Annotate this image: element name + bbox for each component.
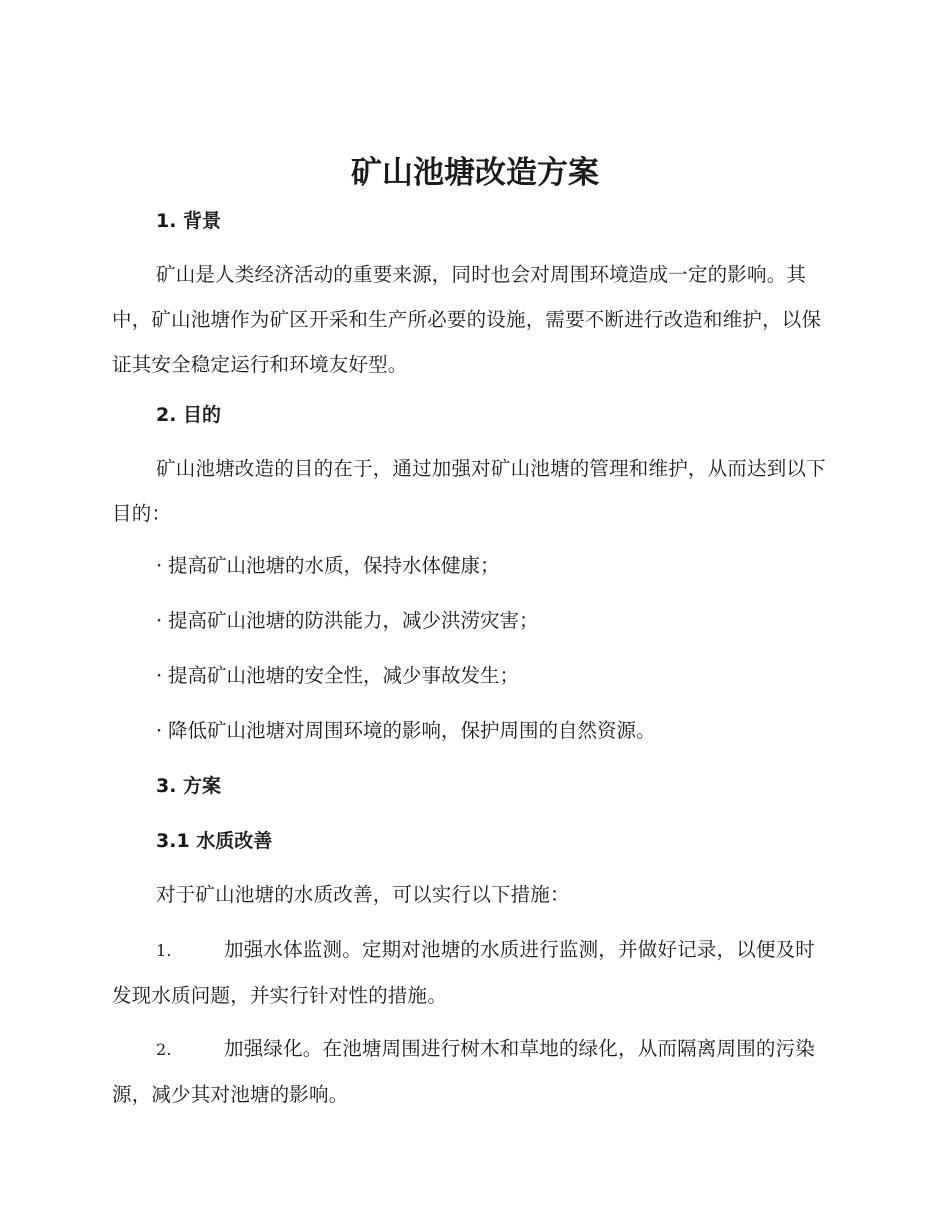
bullet-text: 提高矿山池塘的安全性，减少事故发生； — [168, 664, 520, 687]
bullet-icon: · — [156, 609, 163, 632]
numbered-item — [112, 927, 832, 1018]
document-title: 矿山池塘改造方案 — [351, 155, 599, 191]
bullet-icon: · — [156, 554, 163, 577]
list-item — [156, 716, 656, 746]
section-heading-plan: 3. 方案 — [156, 775, 222, 797]
item-text: 加强绿化。在池塘周围进行树木和草地的绿化，从而隔离周围的污染源，减少其对池塘的影响。 — [112, 1037, 816, 1106]
subsection-heading-water-quality: 3.1 水质改善 — [156, 830, 273, 852]
bullet-text: 提高矿山池塘的防洪能力，减少洪涝灾害； — [168, 609, 539, 632]
background-paragraph: 矿山是人类经济活动的重要来源，同时也会对周围环境造成一定的影响。其中，矿山池塘作为矿区开采和生产所必要的设施，需要不断进行改造和维护，以保证其安全稳定运行和环境友好型。 — [112, 263, 822, 376]
purpose-paragraph: 矿山池塘改造的目的在于，通过加强对矿山池塘的管理和维护，从而达到以下目的： — [112, 457, 826, 525]
list-item — [156, 606, 539, 636]
bullet-icon: · — [156, 664, 163, 687]
item-text: 加强水体监测。定期对池塘的水质进行监测，并做好记录，以便及时发现水质问题，并实行针对性的措施。 — [112, 938, 816, 1007]
list-item — [156, 551, 500, 581]
list-item — [156, 661, 519, 691]
item-number: 1. — [156, 941, 172, 960]
numbered-item — [112, 1026, 832, 1117]
bullet-text: 降低矿山池塘对周围环境的影响，保护周围的自然资源。 — [168, 719, 656, 742]
plan-intro-paragraph: 对于矿山池塘的水质改善，可以实行以下措施： — [156, 883, 570, 906]
bullet-text: 提高矿山池塘的水质，保持水体健康； — [168, 554, 500, 577]
section-heading-purpose: 2. 目的 — [156, 404, 222, 426]
section-heading-background: 1. 背景 — [156, 210, 222, 232]
bullet-icon: · — [156, 719, 163, 742]
item-number: 2. — [156, 1040, 172, 1059]
